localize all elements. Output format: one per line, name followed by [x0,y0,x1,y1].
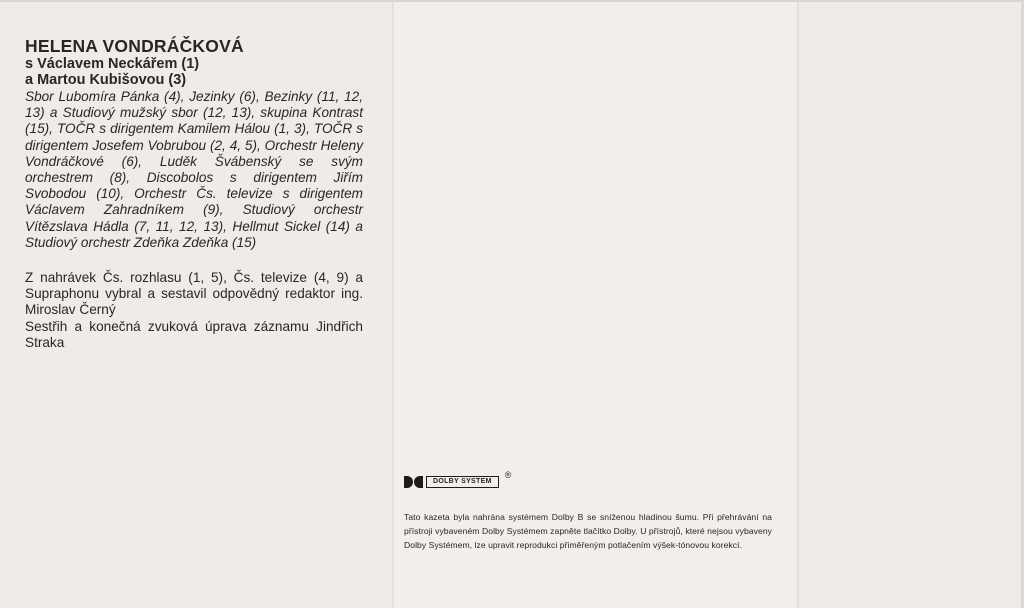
top-edge [0,0,1024,2]
production-engineer: Sestřih a konečná zvuková úprava záznamu Jindřich Straka [25,318,363,350]
dolby-logo [404,470,772,490]
dolby-dd-icon [404,476,423,488]
credits-block [25,36,363,351]
production-credits [25,270,363,351]
fold-line [797,0,799,608]
dolby-system-label: DOLBY SYSTEM [426,476,499,488]
registered-mark: ® [504,470,512,480]
performers-credits: Sbor Lubomíra Pánka (4), Jezinky (6), Bezinky (11, 12, 13) a Studiový mužský sbor (12, 13), skupina Kontrast (15), TOČR s dirigentem Kamilem Hálou (1, 3), TOČR s dirigentem Josefem Vobrubou (2, 4, 5), Orchestr Heleny Vondráčkové (6), Luděk Švábenský se svým orchestrem (8), Discobolos s dirigentem Jiřím Svobodou (10), Orchestr Čs. televize s dirigentem Václavem Zahradníkem (9), Studiový orchestr Vítězslava Hádla (7, 11, 12, 13), Hellmut Sickel (14) a Studiový orchestr Zdeňka Zdeňka (15) [25,89,363,250]
guest-artist: s Václavem Neckářem (1) [25,56,200,72]
right-panel [798,0,1024,608]
fold-line [392,0,394,608]
dolby-notice [404,470,772,553]
production-editor: Z nahrávek Čs. rozhlasu (1, 5), Čs. televize (4, 9) a Supraphonu vybral a sestavil odpovědný redaktor ing. Miroslav Černý [25,270,363,318]
artist-name: HELENA VONDRÁČKOVÁ [25,36,244,56]
guest-artist: a Martou Kubišovou (3) [25,72,187,88]
dolby-notice-text: Tato kazeta byla nahrána systémem Dolby B se sníženou hladinou šumu. Při přehrávání na přístroji vybaveném Dolby Systémem zapněte tlačítko Dolby. U přístrojů, které nejsou vybaveny Dolby Systémem, lze upravit reprodukci přiměřeným potlačením výšek-tónovou korekcí. [404,512,772,551]
